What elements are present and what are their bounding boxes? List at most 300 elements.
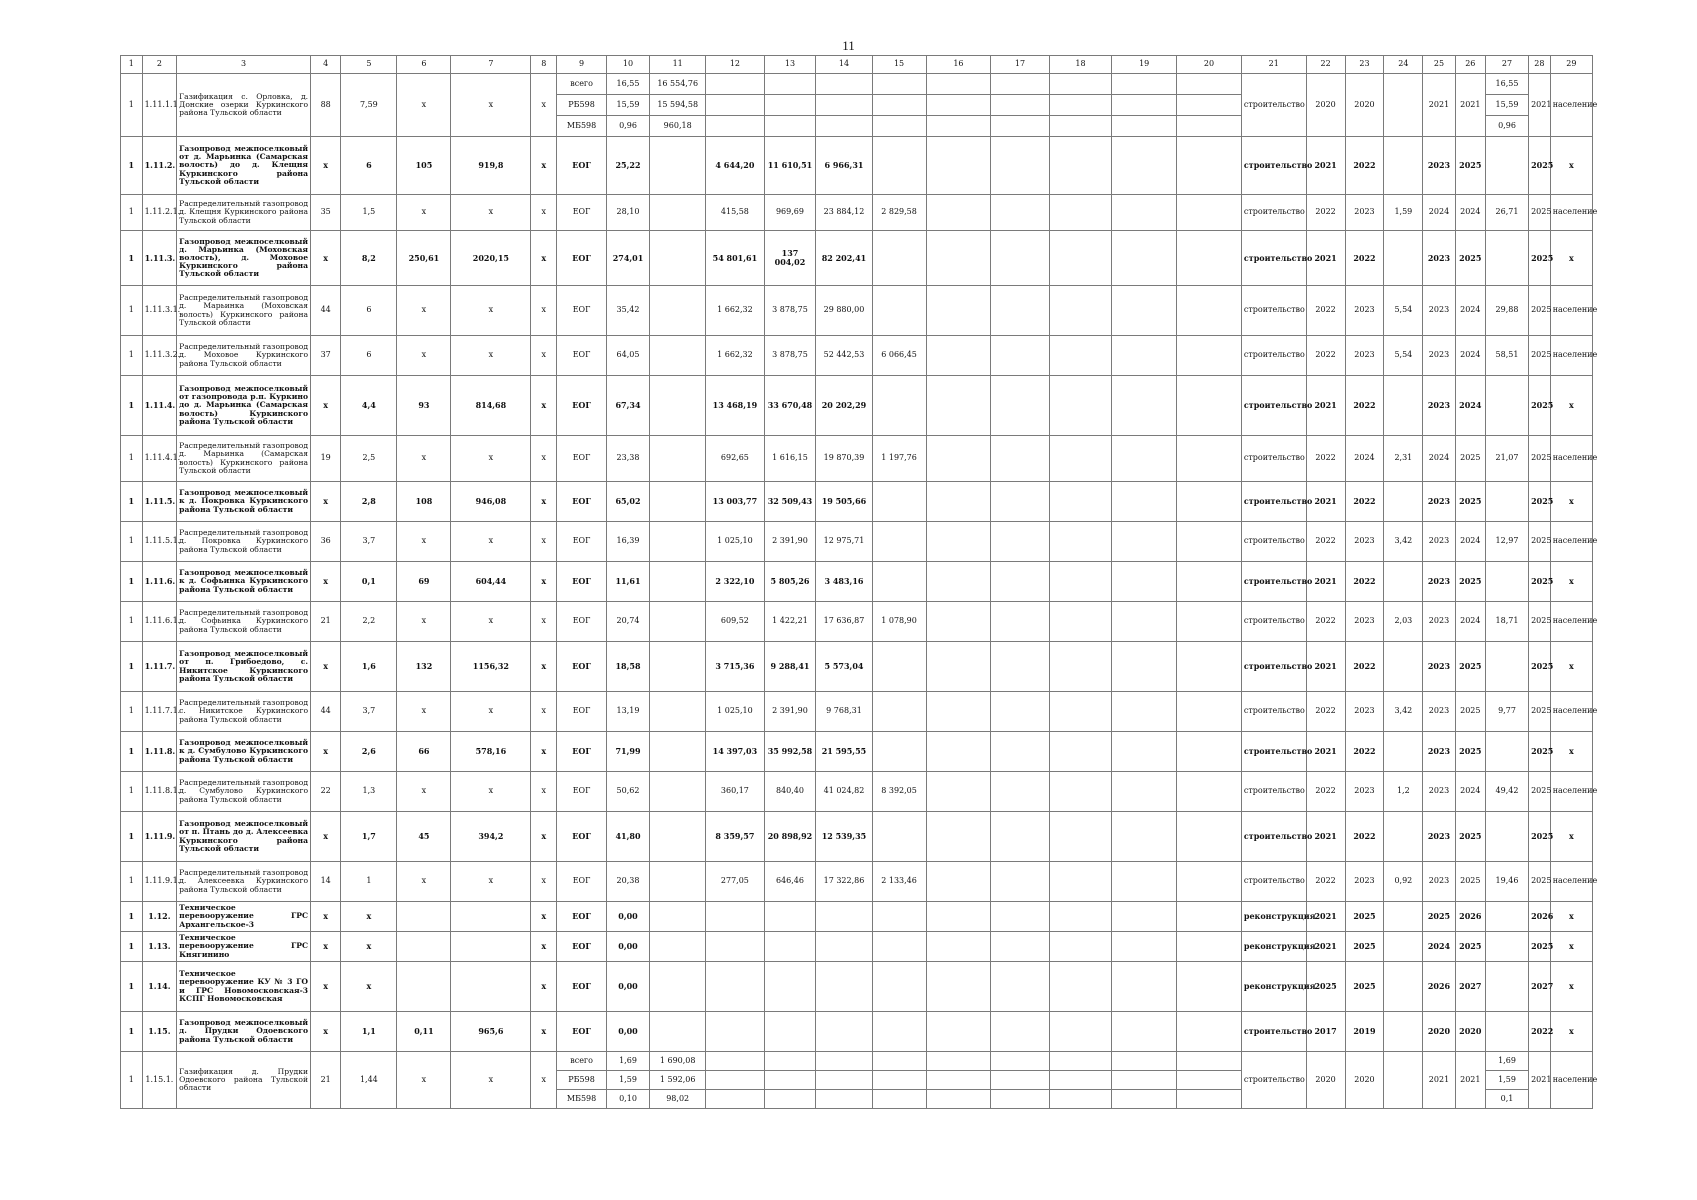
table-cell — [926, 522, 991, 562]
table-cell: 1 — [121, 195, 143, 231]
table-cell — [1049, 932, 1112, 962]
table-cell: 44 — [311, 286, 341, 336]
table-cell: 23,38 — [606, 436, 649, 482]
table-cell — [1177, 562, 1242, 602]
object-name-cell: Газопровод межпоселковый от п. Грибоедово, с. Никитское Куркинского района Тульской области — [177, 642, 311, 692]
table-cell — [1485, 562, 1528, 602]
table-row — [121, 231, 1593, 286]
table-cell — [991, 812, 1049, 862]
table-cell: 2022 — [1345, 376, 1384, 436]
table-cell: 64,05 — [606, 336, 649, 376]
header-cell-16: 16 — [926, 56, 991, 74]
table-cell: х — [1550, 562, 1592, 602]
table-cell — [991, 1012, 1049, 1052]
table-cell: 1 — [121, 137, 143, 195]
table-cell — [872, 74, 926, 95]
table-row — [121, 962, 1593, 1012]
table-cell: 15,59 — [606, 95, 649, 116]
table-cell: х — [531, 195, 557, 231]
table-cell — [1112, 74, 1177, 95]
table-cell: 1 — [121, 231, 143, 286]
table-cell: х — [397, 1052, 451, 1109]
table-cell: х — [531, 932, 557, 962]
table-cell: 2023 — [1423, 862, 1455, 902]
table-cell: х — [1550, 376, 1592, 436]
table-cell — [926, 95, 991, 116]
table-cell — [764, 1052, 816, 1071]
table-cell: 578,16 — [451, 732, 531, 772]
table-cell: 2023 — [1423, 286, 1455, 336]
table-cell: 21 595,55 — [816, 732, 872, 772]
table-cell: строительство — [1241, 376, 1306, 436]
table-cell: 2021 — [1423, 1052, 1455, 1109]
table-cell: 2025 — [1529, 932, 1551, 962]
table-cell: 6 066,45 — [872, 336, 926, 376]
table-cell: 2025 — [1529, 231, 1551, 286]
table-cell: 6 — [341, 137, 397, 195]
table-cell — [1112, 732, 1177, 772]
table-cell: 45 — [397, 812, 451, 862]
table-cell — [926, 336, 991, 376]
table-cell — [1112, 286, 1177, 336]
object-name-cell: Газопровод межпоселковый от газопровода р.п. Куркино до д. Марьинка (Самарская волость) Куркинского района Тульской области — [177, 376, 311, 436]
table-cell — [1384, 902, 1423, 932]
table-cell — [1049, 436, 1112, 482]
table-cell — [650, 1012, 706, 1052]
table-cell: 2,31 — [1384, 436, 1423, 482]
table-cell — [991, 74, 1049, 95]
table-cell — [1112, 772, 1177, 812]
table-cell — [1049, 195, 1112, 231]
table-cell: 1 — [121, 602, 143, 642]
table-cell — [872, 1052, 926, 1071]
table-cell: население — [1550, 74, 1592, 137]
header-cell-29: 29 — [1550, 56, 1592, 74]
table-cell — [1384, 1012, 1423, 1052]
table-cell: 1 616,15 — [764, 436, 816, 482]
header-cell-18: 18 — [1049, 56, 1112, 74]
table-cell — [1384, 732, 1423, 772]
table-cell: 0,00 — [606, 1012, 649, 1052]
table-cell — [991, 962, 1049, 1012]
table-cell — [872, 1090, 926, 1109]
table-cell: 1.15.1. — [142, 1052, 177, 1109]
table-cell: 35 — [311, 195, 341, 231]
table-cell — [1485, 962, 1528, 1012]
table-cell: 2023 — [1423, 812, 1455, 862]
table-cell: 1 — [121, 642, 143, 692]
table-cell — [1485, 812, 1528, 862]
table-cell: 2022 — [1306, 336, 1345, 376]
table-cell — [1485, 137, 1528, 195]
table-cell: 26,71 — [1485, 195, 1528, 231]
table-cell: 52 442,53 — [816, 336, 872, 376]
object-name-cell: Газопровод межпоселковый к д. Покровка Куркинского района Тульской области — [177, 482, 311, 522]
table-cell: 2025 — [1455, 862, 1485, 902]
table-cell: 5 573,04 — [816, 642, 872, 692]
table-cell: 2021 — [1306, 902, 1345, 932]
table-cell — [926, 376, 991, 436]
table-cell — [1177, 962, 1242, 1012]
table-cell: х — [531, 336, 557, 376]
table-cell: х — [1550, 962, 1592, 1012]
table-cell — [1112, 1012, 1177, 1052]
table-cell — [650, 137, 706, 195]
table-cell — [397, 932, 451, 962]
table-cell: ЕОГ — [557, 436, 607, 482]
table-cell — [1112, 562, 1177, 602]
table-cell: х — [451, 436, 531, 482]
table-cell: ЕОГ — [557, 602, 607, 642]
table-cell: 32 509,43 — [764, 482, 816, 522]
table-cell: ЕОГ — [557, 195, 607, 231]
table-cell: 2,03 — [1384, 602, 1423, 642]
table-cell — [872, 732, 926, 772]
table-cell: 0,96 — [1485, 116, 1528, 137]
table-cell: х — [341, 962, 397, 1012]
table-cell — [1112, 962, 1177, 1012]
table-cell — [872, 562, 926, 602]
table-cell: 2,2 — [341, 602, 397, 642]
table-cell — [650, 336, 706, 376]
table-cell: строительство — [1241, 482, 1306, 522]
table-cell — [926, 1071, 991, 1090]
table-cell: 23 884,12 — [816, 195, 872, 231]
table-cell: 0,11 — [397, 1012, 451, 1052]
header-cell-28: 28 — [1529, 56, 1551, 74]
table-cell — [991, 1071, 1049, 1090]
table-cell — [872, 1071, 926, 1090]
table-cell: х — [451, 286, 531, 336]
table-cell — [991, 482, 1049, 522]
table-cell: строительство — [1241, 812, 1306, 862]
table-cell — [1177, 436, 1242, 482]
table-cell — [991, 195, 1049, 231]
table-cell: 2023 — [1345, 602, 1384, 642]
header-cell-27: 27 — [1485, 56, 1528, 74]
header-cell-24: 24 — [1384, 56, 1423, 74]
table-cell: 2023 — [1423, 137, 1455, 195]
table-cell: 0,10 — [606, 1090, 649, 1109]
table-cell — [1485, 732, 1528, 772]
table-cell: 1 — [121, 286, 143, 336]
table-row — [121, 1052, 1593, 1071]
table-cell: 17 322,86 — [816, 862, 872, 902]
table-cell — [991, 772, 1049, 812]
table-cell: 2022 — [1306, 862, 1345, 902]
table-cell: 1.11.6. — [142, 562, 177, 602]
table-cell — [872, 137, 926, 195]
table-cell: 2021 — [1306, 932, 1345, 962]
table-cell: население — [1550, 772, 1592, 812]
table-cell: 1 662,32 — [706, 286, 764, 336]
object-name-cell: Газопровод межпоселковый д. Прудки Одоевского района Тульской области — [177, 1012, 311, 1052]
table-cell: 2025 — [1455, 932, 1485, 962]
table-cell: 1 690,08 — [650, 1052, 706, 1071]
table-cell — [816, 932, 872, 962]
table-cell: строительство — [1241, 772, 1306, 812]
table-cell: 1 — [121, 562, 143, 602]
table-cell — [1112, 812, 1177, 862]
table-cell — [650, 692, 706, 732]
table-cell: 2020 — [1455, 1012, 1485, 1052]
table-cell — [816, 1052, 872, 1071]
table-cell — [991, 231, 1049, 286]
table-cell: 19 870,39 — [816, 436, 872, 482]
table-cell: ЕОГ — [557, 482, 607, 522]
table-cell: 66 — [397, 732, 451, 772]
table-cell: 29,88 — [1485, 286, 1528, 336]
table-cell: 49,42 — [1485, 772, 1528, 812]
object-name-cell: Газопровод межпоселковый от д. Марьинка (Самарская волость) до д. Клещня Куркинского района Тульской области — [177, 137, 311, 195]
table-cell: 19 505,66 — [816, 482, 872, 522]
table-cell: 13 468,19 — [706, 376, 764, 436]
table-cell: 2023 — [1423, 642, 1455, 692]
table-cell: 960,18 — [650, 116, 706, 137]
table-cell: всего — [557, 1052, 607, 1071]
table-cell: х — [1550, 932, 1592, 962]
table-cell: 2022 — [1306, 286, 1345, 336]
table-cell: 5,54 — [1384, 286, 1423, 336]
table-cell: 8,2 — [341, 231, 397, 286]
table-cell: х — [397, 195, 451, 231]
table-cell — [650, 195, 706, 231]
table-cell: 2027 — [1455, 962, 1485, 1012]
header-cell-7: 7 — [451, 56, 531, 74]
object-name-cell: Газопровод межпоселковый к д. Софьинка Куркинского района Тульской области — [177, 562, 311, 602]
table-cell — [872, 812, 926, 862]
table-cell: 2022 — [1345, 812, 1384, 862]
table-cell — [1177, 772, 1242, 812]
table-cell — [1485, 932, 1528, 962]
table-cell — [1049, 692, 1112, 732]
table-cell: 1 — [121, 376, 143, 436]
table-cell — [650, 812, 706, 862]
table-cell: 2025 — [1455, 562, 1485, 602]
table-cell: 16,39 — [606, 522, 649, 562]
table-cell: х — [531, 231, 557, 286]
table-cell: 1,59 — [606, 1071, 649, 1090]
table-cell: 2025 — [1455, 482, 1485, 522]
table-cell: строительство — [1241, 1012, 1306, 1052]
table-row — [121, 642, 1593, 692]
table-cell: 2025 — [1529, 482, 1551, 522]
table-cell: 108 — [397, 482, 451, 522]
table-row — [121, 902, 1593, 932]
table-cell — [1112, 692, 1177, 732]
table-cell: 11,61 — [606, 562, 649, 602]
table-cell: 3,7 — [341, 692, 397, 732]
table-cell: 36 — [311, 522, 341, 562]
table-cell — [1049, 482, 1112, 522]
table-cell: ЕОГ — [557, 642, 607, 692]
table-cell: 2025 — [1529, 812, 1551, 862]
table-cell: 33 670,48 — [764, 376, 816, 436]
header-cell-10: 10 — [606, 56, 649, 74]
table-cell: всего — [557, 74, 607, 95]
table-cell — [872, 1012, 926, 1052]
header-cell-8: 8 — [531, 56, 557, 74]
table-cell — [872, 962, 926, 1012]
table-cell: х — [531, 482, 557, 522]
table-cell: 50,62 — [606, 772, 649, 812]
table-cell — [926, 692, 991, 732]
table-cell: 0,00 — [606, 962, 649, 1012]
table-cell — [1112, 436, 1177, 482]
table-cell: 132 — [397, 642, 451, 692]
table-cell — [1177, 286, 1242, 336]
table-cell: 2025 — [1529, 336, 1551, 376]
table-cell: ЕОГ — [557, 137, 607, 195]
table-cell: 969,69 — [764, 195, 816, 231]
table-cell: 21,07 — [1485, 436, 1528, 482]
object-name-cell: Распределительный газопровод д. Софьинка Куркинского района Тульской области — [177, 602, 311, 642]
table-cell — [926, 436, 991, 482]
table-cell: х — [451, 336, 531, 376]
table-cell — [1112, 522, 1177, 562]
table-cell — [872, 286, 926, 336]
table-cell — [926, 562, 991, 602]
table-cell: 2023 — [1423, 482, 1455, 522]
table-cell — [1112, 642, 1177, 692]
table-cell: 2 322,10 — [706, 562, 764, 602]
table-cell: 2022 — [1345, 137, 1384, 195]
table-cell: 965,6 — [451, 1012, 531, 1052]
table-cell — [1384, 812, 1423, 862]
table-cell: 2026 — [1455, 902, 1485, 932]
table-cell: х — [311, 376, 341, 436]
table-cell — [991, 562, 1049, 602]
object-name-cell: Распределительный газопровод д. Моховое Куркинского района Тульской области — [177, 336, 311, 376]
table-cell: 2025 — [1529, 862, 1551, 902]
table-cell: 2023 — [1423, 562, 1455, 602]
table-cell: 3,42 — [1384, 522, 1423, 562]
table-cell — [650, 962, 706, 1012]
table-cell: 6 — [341, 286, 397, 336]
table-cell: х — [311, 482, 341, 522]
table-cell: 604,44 — [451, 562, 531, 602]
header-cell-20: 20 — [1177, 56, 1242, 74]
table-cell: строительство — [1241, 286, 1306, 336]
table-cell: 3 878,75 — [764, 336, 816, 376]
table-cell: 1.11.3.1. — [142, 286, 177, 336]
header-cell-4: 4 — [311, 56, 341, 74]
table-cell: 2023 — [1345, 286, 1384, 336]
table-cell — [1384, 642, 1423, 692]
table-cell: 21 — [311, 1052, 341, 1109]
table-cell: 4 644,20 — [706, 137, 764, 195]
table-cell: 2025 — [1455, 436, 1485, 482]
table-cell: 16,55 — [606, 74, 649, 95]
table-cell — [1049, 137, 1112, 195]
table-cell: х — [311, 902, 341, 932]
table-cell — [764, 962, 816, 1012]
table-cell — [872, 902, 926, 932]
table-cell — [1049, 522, 1112, 562]
table-cell: ЕОГ — [557, 732, 607, 772]
header-cell-21: 21 — [1241, 56, 1306, 74]
table-cell: 946,08 — [451, 482, 531, 522]
header-cell-12: 12 — [706, 56, 764, 74]
table-cell: 22 — [311, 772, 341, 812]
table-cell — [872, 376, 926, 436]
table-cell: 2020,15 — [451, 231, 531, 286]
table-cell — [1049, 772, 1112, 812]
table-cell: 137 004,02 — [764, 231, 816, 286]
table-cell — [706, 902, 764, 932]
table-cell: 12 975,71 — [816, 522, 872, 562]
table-row — [121, 137, 1593, 195]
table-cell: х — [311, 932, 341, 962]
header-cell-9: 9 — [557, 56, 607, 74]
table-cell — [872, 482, 926, 522]
object-name-cell: Распределительный газопровод д. Марьинка (Моховская волость) Куркинского района Тульской области — [177, 286, 311, 336]
table-cell: 2022 — [1306, 436, 1345, 482]
table-cell — [764, 1071, 816, 1090]
table-cell: 1 — [121, 812, 143, 862]
table-cell: 15 594,58 — [650, 95, 706, 116]
table-cell: 2025 — [1529, 376, 1551, 436]
table-cell: население — [1550, 862, 1592, 902]
table-cell — [451, 902, 531, 932]
table-cell — [991, 137, 1049, 195]
table-cell — [1049, 812, 1112, 862]
table-cell: население — [1550, 436, 1592, 482]
table-cell: х — [1550, 1012, 1592, 1052]
table-cell: 2025 — [1455, 231, 1485, 286]
table-cell: х — [531, 286, 557, 336]
table-cell: х — [1550, 482, 1592, 522]
table-cell: х — [531, 436, 557, 482]
table-cell: 2025 — [1455, 642, 1485, 692]
table-cell: ЕОГ — [557, 1012, 607, 1052]
table-cell — [1177, 95, 1242, 116]
table-cell — [872, 231, 926, 286]
table-cell: 2024 — [1423, 436, 1455, 482]
table-cell: МБ598 — [557, 116, 607, 137]
table-cell: 18,71 — [1485, 602, 1528, 642]
table-cell: ЕОГ — [557, 336, 607, 376]
table-cell: х — [531, 962, 557, 1012]
table-cell: х — [311, 732, 341, 772]
table-cell: х — [1550, 812, 1592, 862]
table-cell — [926, 1090, 991, 1109]
table-cell: 2025 — [1529, 137, 1551, 195]
table-cell: 54 801,61 — [706, 231, 764, 286]
table-cell: х — [341, 902, 397, 932]
program-table — [120, 55, 1598, 1109]
table-cell: 1 — [121, 962, 143, 1012]
table-cell: 2022 — [1306, 195, 1345, 231]
table-cell: 2023 — [1423, 732, 1455, 772]
table-cell — [926, 1012, 991, 1052]
table-cell — [1384, 137, 1423, 195]
table-cell: население — [1550, 286, 1592, 336]
table-cell: х — [531, 812, 557, 862]
table-cell — [926, 812, 991, 862]
table-cell: 1156,32 — [451, 642, 531, 692]
table-cell: 12,97 — [1485, 522, 1528, 562]
table-cell — [764, 902, 816, 932]
table-cell: население — [1550, 692, 1592, 732]
header-cell-14: 14 — [816, 56, 872, 74]
table-cell — [872, 116, 926, 137]
table-cell: строительство — [1241, 562, 1306, 602]
table-cell — [872, 932, 926, 962]
table-cell — [1049, 1052, 1112, 1071]
table-cell: строительство — [1241, 436, 1306, 482]
table-cell — [1384, 231, 1423, 286]
